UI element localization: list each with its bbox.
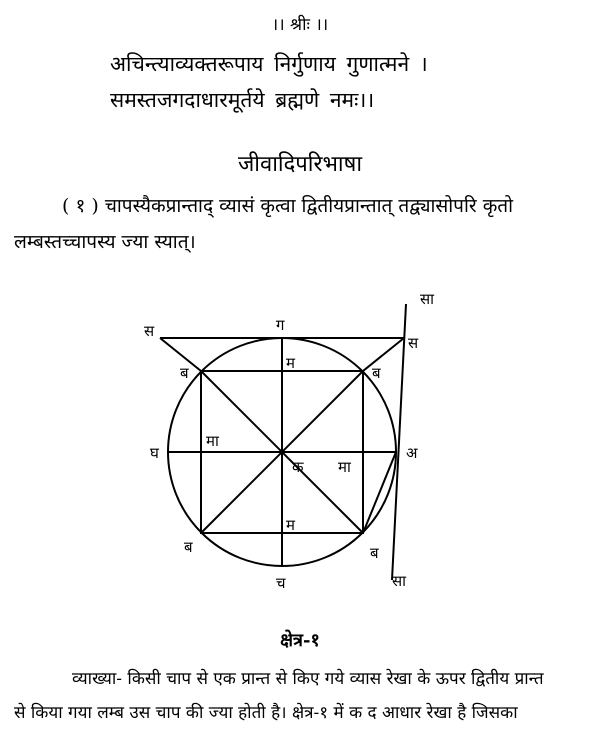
label-ga: ग (276, 316, 285, 334)
invocation: ।। श्रीः ।। (271, 15, 329, 35)
label-a: अ (406, 444, 418, 462)
section-title: जीवादिपरिभाषा (237, 152, 363, 177)
shloka-line-1: अचिन्त्याव्यक्तरूपाय निर्गुणाय गुणात्मने । (110, 52, 428, 76)
label-b-bottom-left: ब (184, 538, 193, 556)
label-cha: च (276, 574, 286, 592)
explanation-line-2: से किया गया लम्ब उस चाप की ज्या होती है। क्षेत्र-१ में क द आधार रेखा है जिसका (14, 703, 518, 723)
shloka-line-2: समस्तजगदाधारमूर्तये ब्रह्मणे नमः।। (110, 88, 375, 112)
right-connector (363, 338, 404, 371)
label-ma-left: मा (206, 432, 219, 450)
label-ka: क (292, 458, 304, 476)
figure-caption: क्षेत्र-१ (280, 630, 320, 651)
geometry-figure (130, 290, 450, 610)
label-b-top-left: ब (180, 364, 189, 382)
definition-line-2: लम्बस्तच्चापस्य ज्या स्यात्। (14, 231, 196, 253)
label-b-bottom-right: ब (370, 544, 379, 562)
label-s-right: स (408, 334, 419, 352)
label-sa-bottom: सा (392, 572, 407, 590)
label-gha: घ (150, 444, 159, 462)
label-ma-top: म (286, 354, 295, 372)
label-ma-right: मा (338, 458, 351, 476)
explanation-line-1: व्याख्या- किसी चाप से एक प्रान्त से किए गये व्यास रेखा के ऊपर द्वितीय प्रान्त (72, 669, 544, 689)
label-b-top-right: ब (372, 364, 381, 382)
label-s-left: स (144, 322, 155, 340)
bottom-right-connector (363, 452, 396, 533)
definition-line-1: ( १ ) चापस्यैकप्रान्ताद् व्यासं कृत्वा द्वितीयप्रान्तात् तद्व्यासोपरि कृतो (62, 195, 514, 217)
label-sa-top: सा (420, 290, 435, 308)
label-ma-bottom: म (286, 516, 295, 534)
